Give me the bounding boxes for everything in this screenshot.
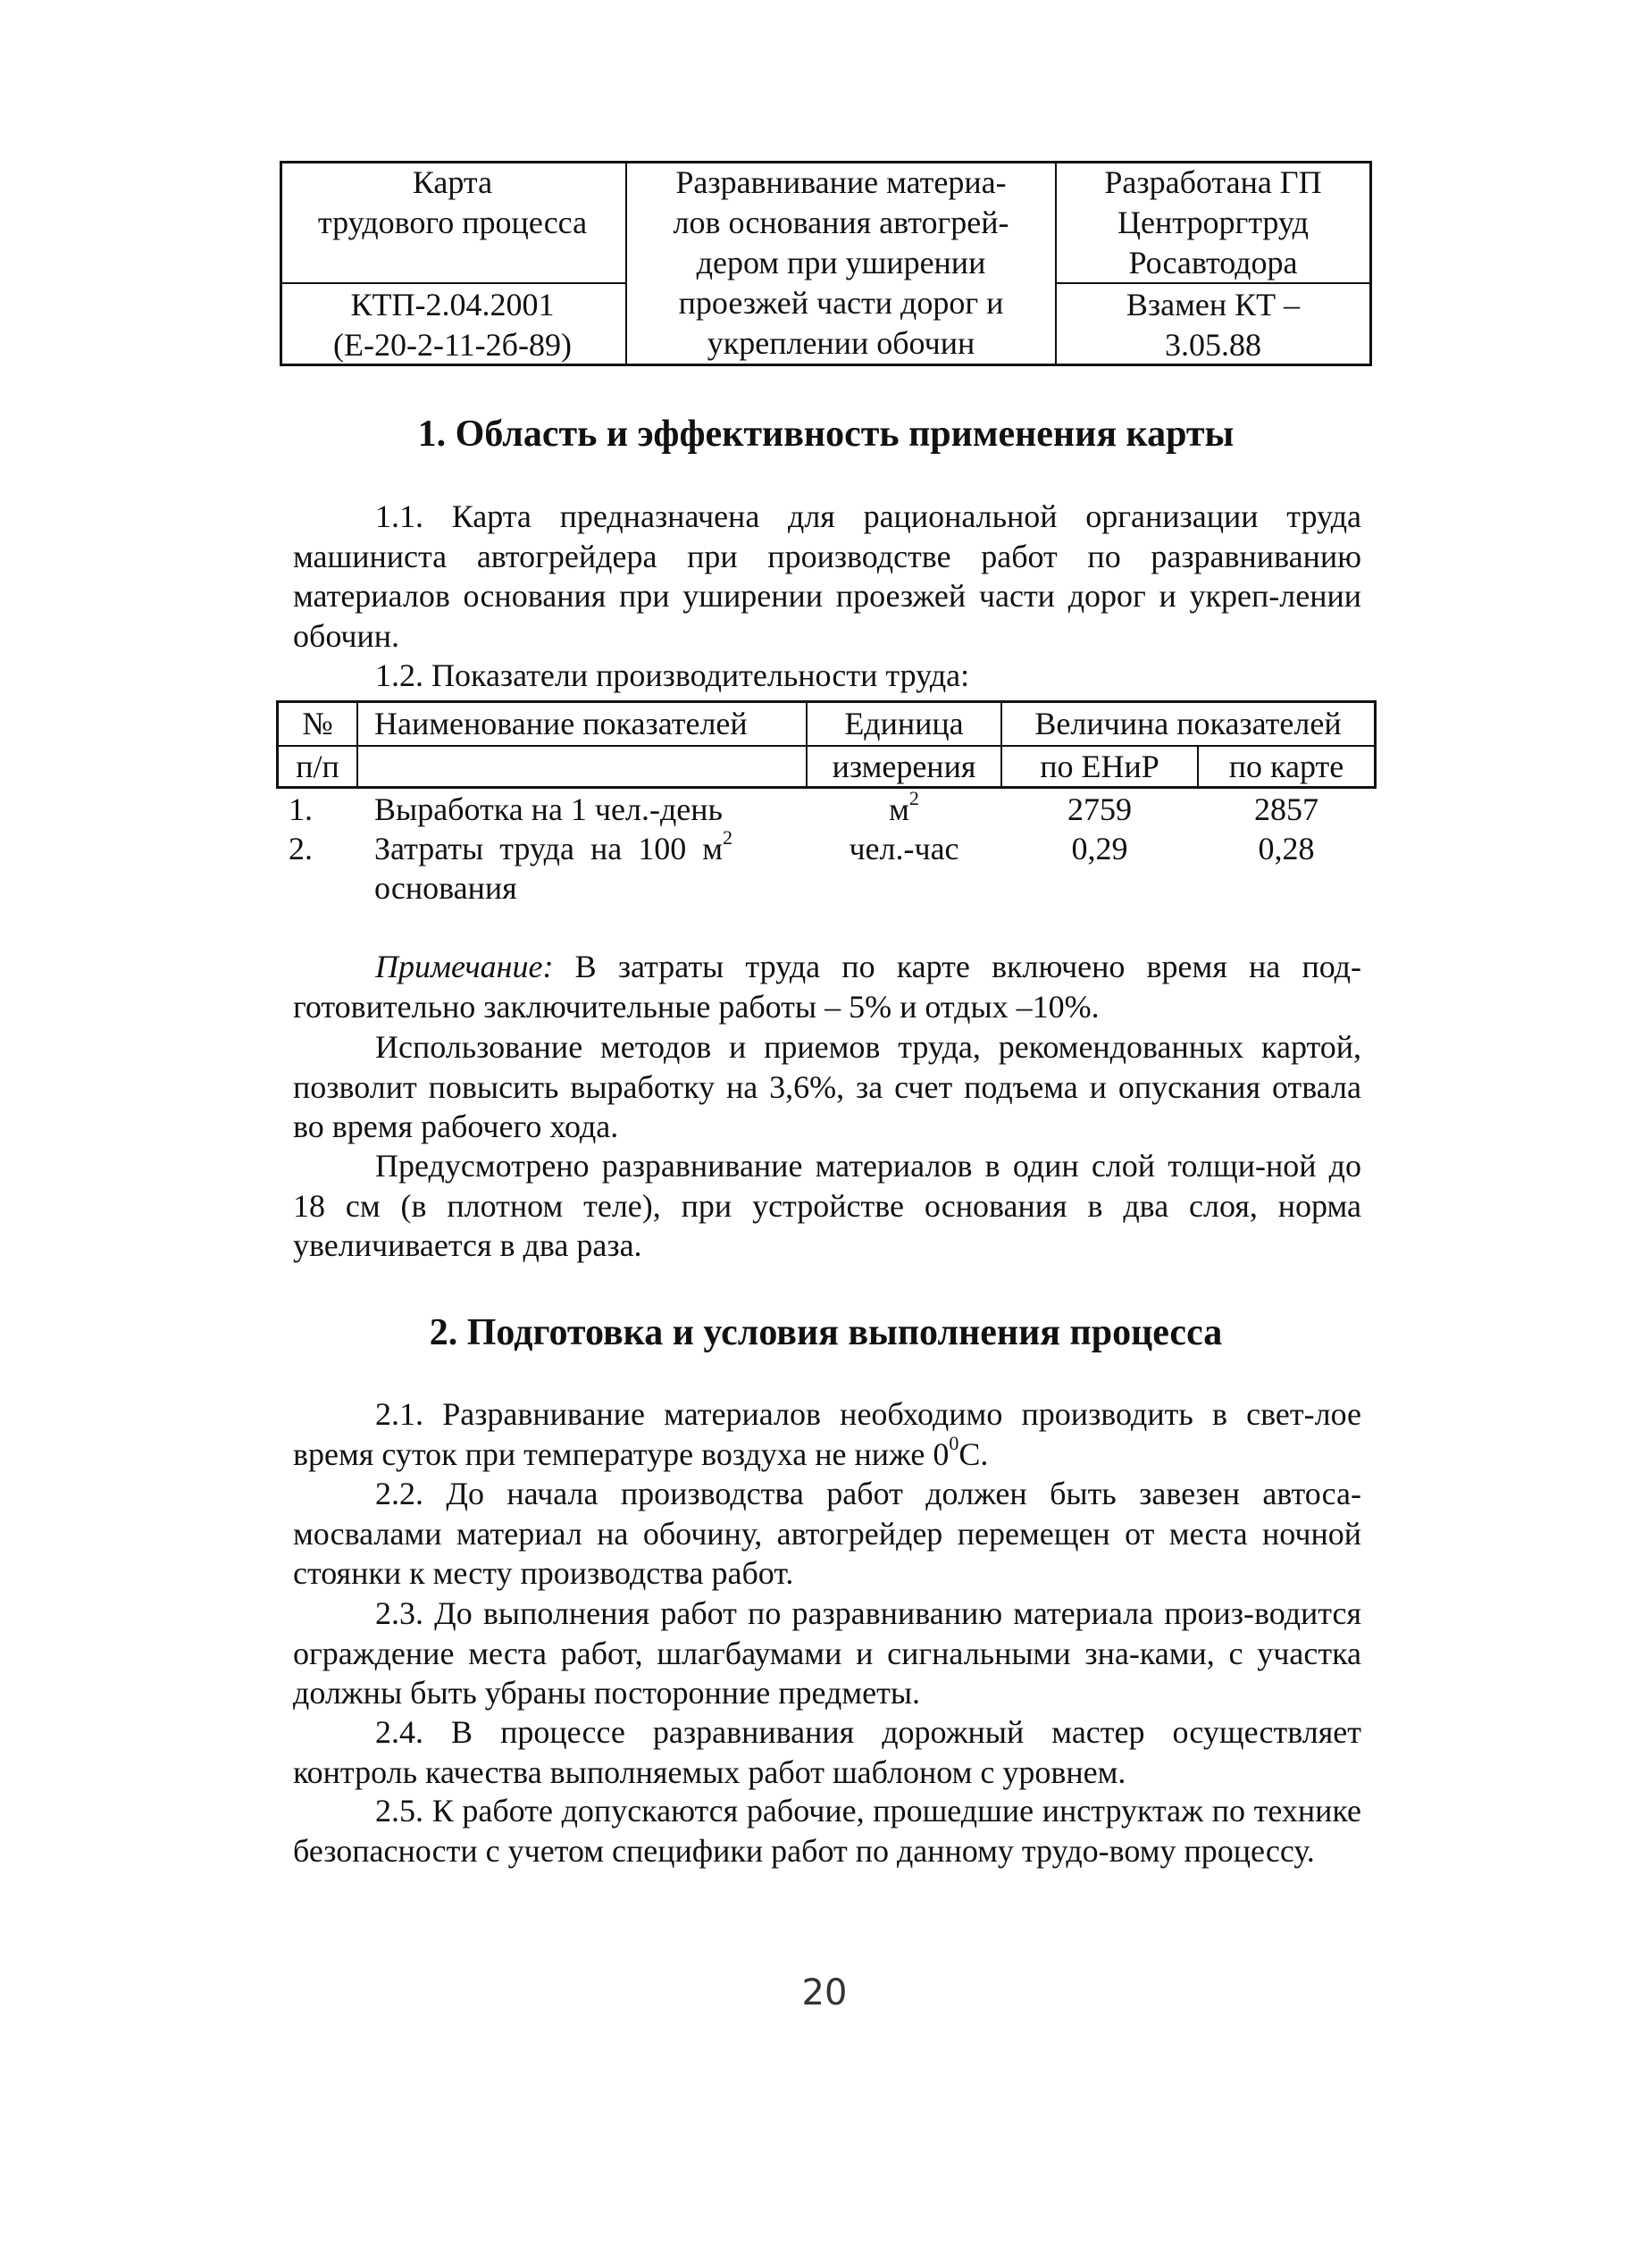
paragraph-1-1 [293,497,1361,656]
paragraph-2-3 [293,1594,1361,1713]
description-line: дером при уширении [696,245,986,280]
table-border [1369,161,1372,366]
table-border [276,786,1377,789]
code-line: КТП-2.04.2001 [350,287,555,322]
developer-line: Разработана ГП [1104,164,1322,200]
paragraph-2-4 [293,1712,1361,1792]
header-table [280,161,1372,366]
paragraph-2-1-text: 2.1. Разравнивание материалов необходимо производить в свет-лое время суток при температуре воздуха не ниже 0 [293,1396,1361,1472]
note-label: Примечание: [375,949,554,984]
table-border [1374,700,1377,789]
header-num: № [302,706,333,741]
paragraph-2-5 [293,1791,1361,1870]
row-1-name: Выработка на 1 чел.-день [374,791,723,827]
description-line: укреплении обочин [707,325,975,361]
row-2-enir: 0,29 [1071,831,1128,866]
methods-paragraph [293,1027,1361,1147]
replaces-line: 3.05.88 [1165,327,1261,363]
page-number: 20 [801,1972,848,2013]
table-border [280,282,627,284]
row-2-name-text: Затраты труда на 100 м [374,831,723,866]
indicators-table [276,700,1377,906]
description-line: Разравнивание материа- [675,164,1007,200]
header-enir: по ЕНиР [1040,749,1159,784]
description-line: лов основания автогрей- [673,205,1009,240]
paragraph-2-2 [293,1474,1361,1594]
unit-superscript: 2 [908,787,919,809]
row-2-card: 0,28 [1258,831,1315,866]
paragraph-2-4-text: 2.4. В процессе разравнивания дорожный мастер осуществляет контроль качества выполняемых работ шаблоном с уровнем. [293,1714,1361,1790]
header-unit: Единица [844,706,964,741]
header-num-2: п/п [296,749,339,784]
paragraph-1-2-text: 1.2. Показатели производительности труда: [375,657,970,693]
degree-superscript: 0 [949,1431,959,1454]
paragraph-2-2-text: 2.2. До начала производства работ должен быть завезен автоса-мосвалами материал на обочину, автогрейдер перемещен от места ночной стоянки к месту производства работ. [293,1476,1361,1591]
card-label-cell [280,163,625,243]
section-2-title: 2. Подготовка и условия выполнения процесса [429,1312,1223,1353]
row-1-num: 1. [289,791,313,827]
header-card: по карте [1228,749,1344,784]
table-border [356,700,358,789]
header-value: Величина показателей [1034,706,1342,741]
header-unit-2: измерения [832,749,976,784]
paragraph-1-2 [293,656,1361,696]
paragraph-2-1 [293,1394,1361,1474]
row-2-num: 2. [289,831,313,866]
row-1-enir: 2759 [1067,791,1132,827]
code-line: (Е-20-2-11-2б-89) [333,327,572,363]
card-label-line: Карта [412,164,493,200]
layer-text: Предусмотрено разравнивание материалов в один слой толщи-ной до 18 см (в плотном теле), при устройстве основания в два слоя, норма увеличивается в два раза. [293,1148,1361,1263]
process-description-cell [627,163,1055,364]
paragraph-2-1-end: С. [958,1435,989,1472]
row-2-name-2: основания [374,870,517,906]
paragraph-1-1-text: 1.1. Карта предназначена для рациональной организации труда машиниста автогрейдера при производстве работ по разравниванию материалов основания при уширении проезжей части дорог и укреп-лении обочин. [293,498,1361,654]
code-cell [280,285,625,365]
unit-text: м [889,791,909,827]
header-name: Наименование показателей [374,706,748,741]
card-label-line: трудового процесса [317,205,588,240]
layer-paragraph [293,1146,1361,1266]
section-1-title: 1. Область и эффективность применения карты [417,414,1235,455]
replaces-cell [1057,285,1369,365]
paragraph-2-3-text: 2.3. До выполнения работ по разравниванию материала произ-водится ограждение места работ, шлагбаумами и сигнальными зна-ками, с участка должны быть убраны посторонние предметы. [293,1595,1361,1711]
developer-line: Центроргтруд [1117,205,1309,240]
row-1-card: 2857 [1254,791,1318,827]
developer-cell [1057,163,1369,283]
replaces-line: Взамен КТ – [1126,287,1301,322]
note-paragraph [293,947,1361,1026]
note-text: В затраты труда по карте включено время на под-готовительно заключительные работы – 5% и отдых –10%. [293,949,1361,1025]
row-2-name-superscript: 2 [722,826,732,849]
row-1-unit [808,787,1000,829]
table-border [276,700,1377,703]
developer-line: Росавтодора [1128,245,1298,280]
methods-text: Использование методов и приемов труда, рекомендованных картой, позволит повысить выработку на 3,6%, за счет подъема и опускания отвала во время рабочего хода. [293,1029,1361,1144]
row-2-unit: чел.-час [849,831,959,866]
description-line: проезжей части дорог и [678,285,1004,321]
row-2-name [374,826,732,868]
paragraph-2-5-text: 2.5. К работе допускаются рабочие, прошедшие инструктаж по технике безопасности с учетом специфики работ по данному трудо-вому процессу. [293,1793,1361,1869]
